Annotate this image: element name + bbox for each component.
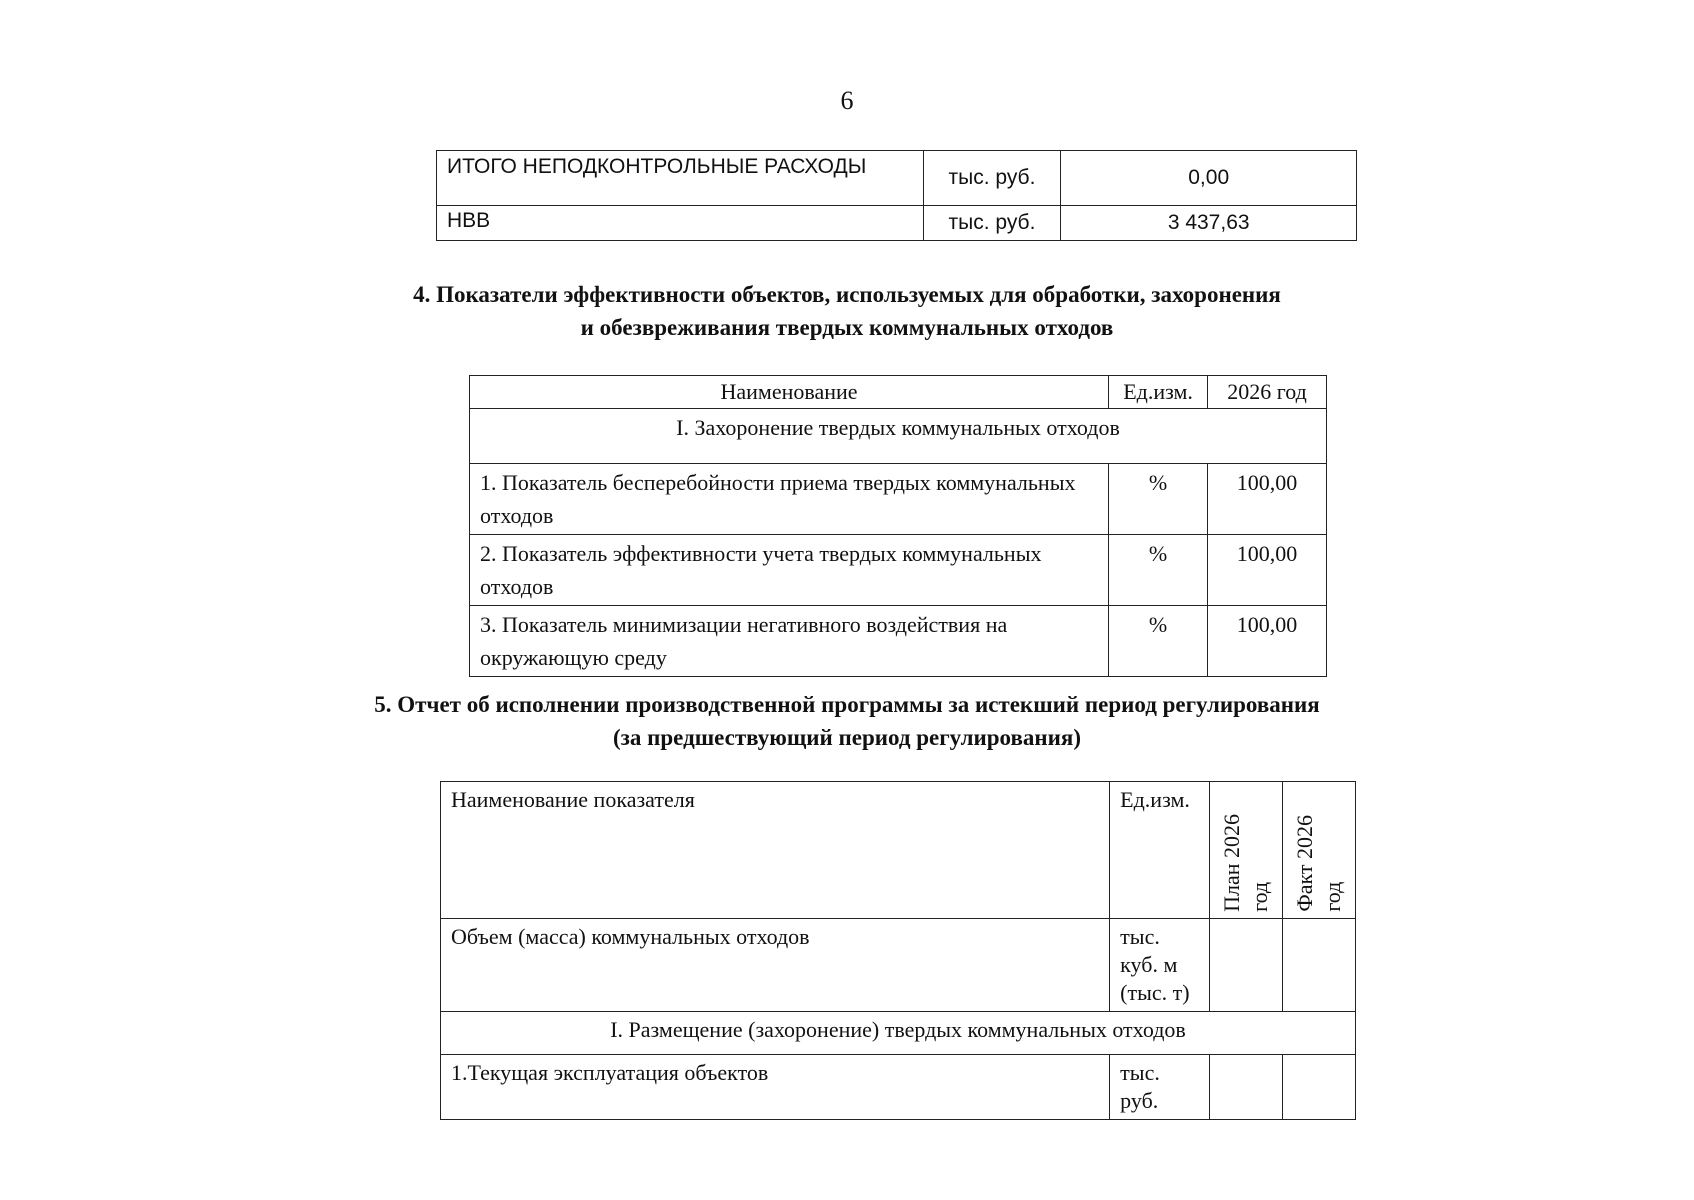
section-5-heading — [0, 688, 1694, 754]
header-plan — [1210, 782, 1283, 919]
table-row — [470, 535, 1327, 606]
row-value: 100,00 — [1208, 535, 1327, 606]
row-unit: % — [1109, 606, 1208, 677]
section-label: I. Размещение (захоронение) твердых коммунальных отходов — [441, 1012, 1356, 1055]
totals-table — [436, 150, 1357, 241]
row-value: 100,00 — [1208, 606, 1327, 677]
header-fact — [1283, 782, 1356, 919]
section-5-title-line2: (за предшествующий период регулирования) — [612, 725, 1082, 750]
row-name: 2. Показатель эффективности учета твердых коммунальных отходов — [470, 535, 1109, 606]
header-year: 2026 год — [1208, 376, 1327, 409]
header-name: Наименование показателя — [441, 782, 1110, 919]
header-unit: Ед.изм. — [1109, 376, 1208, 409]
header-unit: Ед.изм. — [1110, 782, 1210, 919]
row-name: 1.Текущая эксплуатация объектов — [441, 1055, 1110, 1120]
section-5-title-line1: 5. Отчет об исполнении производственной программы за истекший период регулирования — [374, 692, 1320, 717]
section-4-title-line2: и обезвреживания твердых коммунальных отходов — [580, 315, 1114, 340]
row-name: 1. Показатель бесперебойности приема твердых коммунальных отходов — [470, 464, 1109, 535]
section-4-title-line1: 4. Показатели эффективности объектов, используемых для обработки, захоронения — [413, 282, 1281, 307]
header-fact-line2: год — [1320, 881, 1346, 912]
row-unit: тыс. руб. — [923, 206, 1061, 241]
row-unit: % — [1109, 464, 1208, 535]
table-row — [437, 151, 1357, 206]
row-plan — [1210, 1055, 1283, 1120]
section-row — [441, 1012, 1356, 1055]
header-fact-line1: Факт 2026 — [1292, 815, 1318, 912]
table-row — [470, 464, 1327, 535]
page-number: 6 — [840, 86, 854, 115]
row-fact — [1283, 919, 1356, 1012]
table-row — [441, 919, 1356, 1012]
row-unit: тыс. куб. м (тыс. т) — [1110, 919, 1210, 1012]
row-unit: тыс. руб. — [1110, 1055, 1210, 1120]
header-name: Наименование — [470, 376, 1109, 409]
header-plan-line1: План 2026 — [1219, 814, 1245, 912]
row-plan — [1210, 919, 1283, 1012]
table-row — [437, 206, 1357, 241]
section-row — [470, 409, 1327, 464]
row-name: ИТОГО НЕПОДКОНТРОЛЬНЫЕ РАСХОДЫ — [437, 151, 924, 206]
table-row — [441, 1055, 1356, 1120]
row-name: 3. Показатель минимизации негативного воздействия на окружающую среду — [470, 606, 1109, 677]
table-row — [470, 606, 1327, 677]
row-value: 100,00 — [1208, 464, 1327, 535]
row-value: 0,00 — [1061, 151, 1357, 206]
section-4-heading — [0, 278, 1694, 344]
header-plan-line2: год — [1247, 881, 1273, 912]
row-name: НВВ — [437, 206, 924, 241]
section-label: I. Захоронение твердых коммунальных отходов — [470, 409, 1327, 464]
report-table — [440, 781, 1356, 1120]
row-fact — [1283, 1055, 1356, 1120]
row-value: 3 437,63 — [1061, 206, 1357, 241]
row-unit: % — [1109, 535, 1208, 606]
row-name: Объем (масса) коммунальных отходов — [441, 919, 1110, 1012]
row-unit: тыс. руб. — [923, 151, 1061, 206]
table-header-row — [470, 376, 1327, 409]
efficiency-table — [469, 375, 1327, 677]
table-header-row — [441, 782, 1356, 919]
